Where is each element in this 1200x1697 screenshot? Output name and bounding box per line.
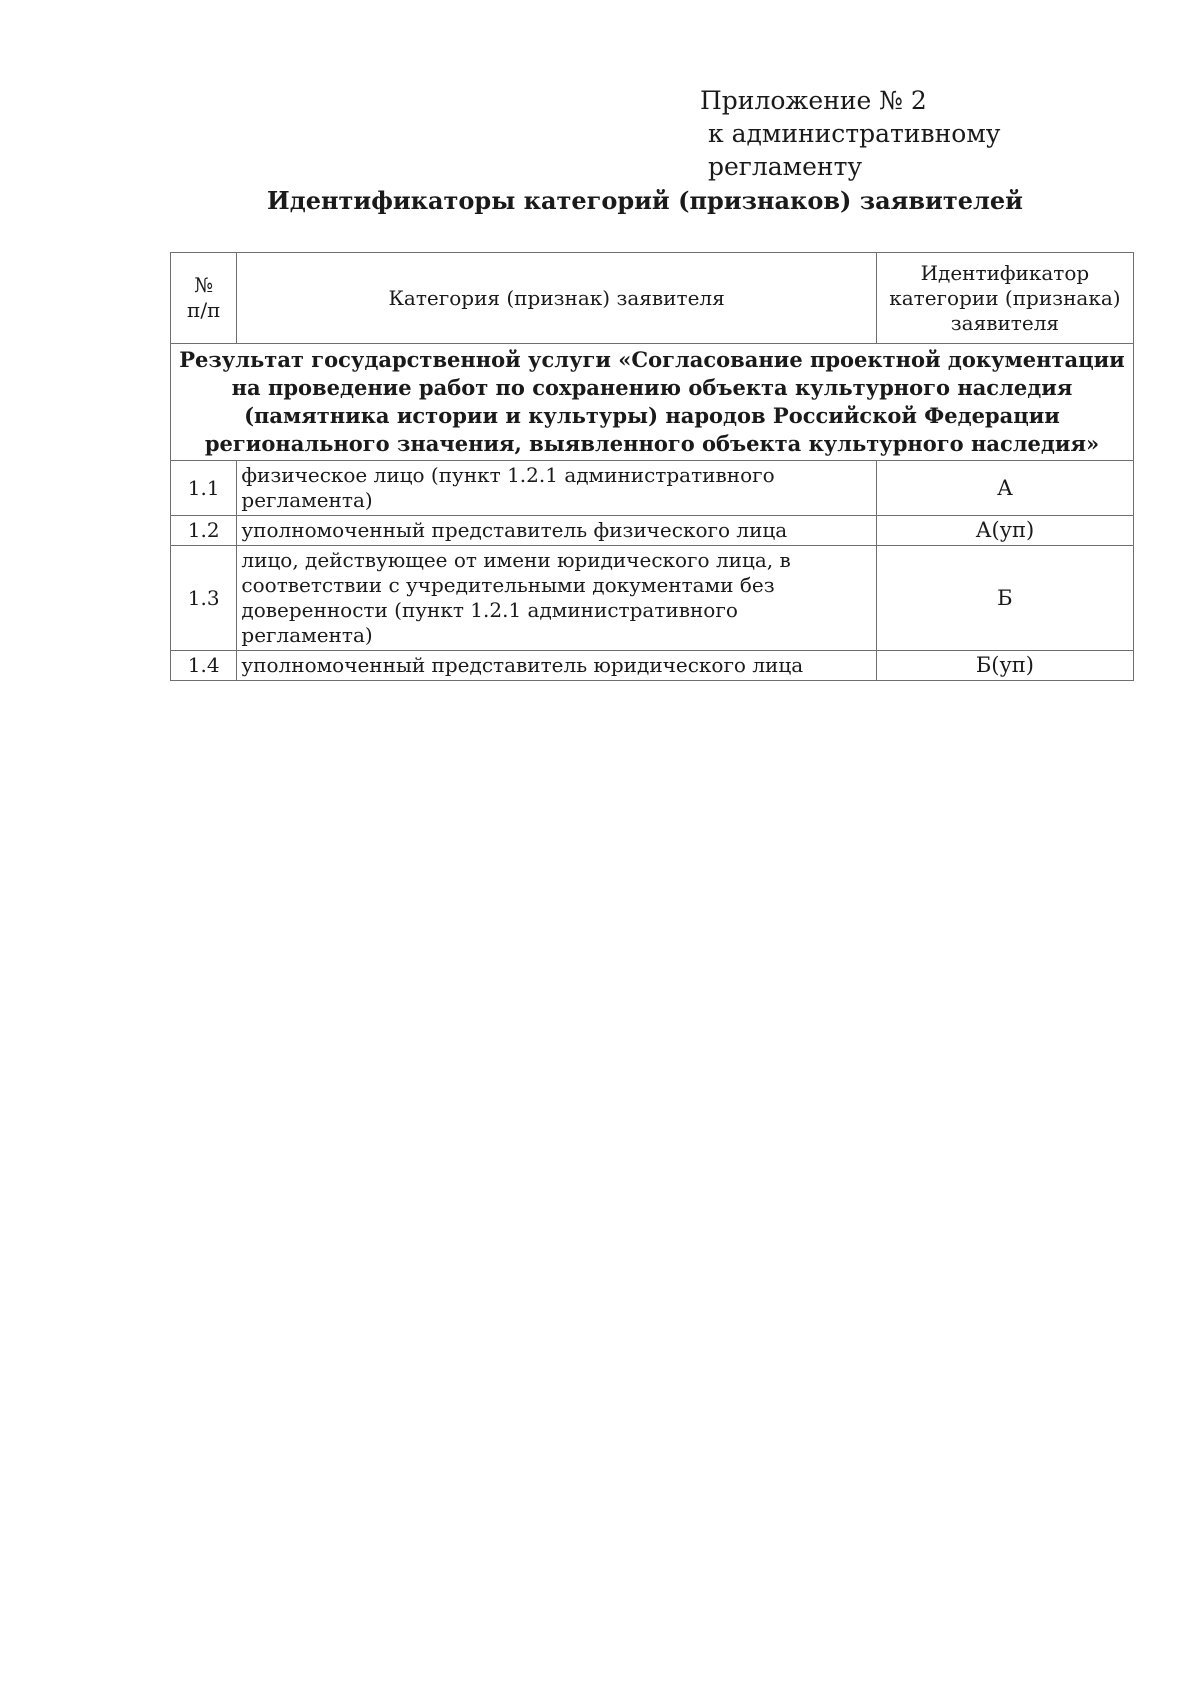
header-row (171, 253, 1134, 344)
annex-number: Приложение № 2 (700, 86, 927, 115)
header-identifier-line1: Идентификатор (920, 260, 1090, 285)
table-header (171, 253, 1134, 344)
header-identifier (876, 253, 1133, 344)
row-number: 1.4 (171, 651, 237, 681)
table-row (171, 651, 1134, 681)
row-identifier: Б (876, 546, 1133, 651)
header-number-symbol: № (194, 273, 214, 297)
row-identifier: Б(уп) (876, 651, 1133, 681)
row-category: уполномоченный представитель физического лица (237, 516, 876, 546)
row-category: уполномоченный представитель юридического лица (237, 651, 876, 681)
section-row (171, 344, 1134, 461)
header-identifier-line3: заявителя (950, 310, 1060, 335)
document-title: Идентификаторы категорий (признаков) заявителей (267, 186, 1023, 215)
row-category: лицо, действующее от имени юридического лица, в соответствии с учредительными документами без доверенности (пункт 1.2.1 административного регламента) (237, 546, 876, 651)
annex-reference (700, 84, 1160, 183)
table-row (171, 546, 1134, 651)
table-row (171, 516, 1134, 546)
table-body (171, 344, 1134, 681)
row-category: физическое лицо (пункт 1.2.1 административного регламента) (237, 461, 876, 516)
row-number: 1.3 (171, 546, 237, 651)
header-category: Категория (признак) заявителя (237, 253, 876, 344)
table-row (171, 461, 1134, 516)
row-identifier: А (876, 461, 1133, 516)
row-number: 1.2 (171, 516, 237, 546)
applicant-categories-table (170, 252, 1134, 681)
header-number-abbr: п/п (187, 298, 221, 322)
header-identifier-line2: категории (признака) (889, 285, 1121, 310)
header-number (171, 253, 237, 344)
annex-target: к административному регламенту (708, 119, 1001, 181)
row-number: 1.1 (171, 461, 237, 516)
row-identifier: А(уп) (876, 516, 1133, 546)
service-result-heading: Результат государственной услуги «Согласование проектной документации на проведение работ по сохранению объекта культурного наследия (памятника истории и культуры) народов Российской Федерации регионального значения, выявленного объекта культурного наследия» (171, 344, 1134, 461)
